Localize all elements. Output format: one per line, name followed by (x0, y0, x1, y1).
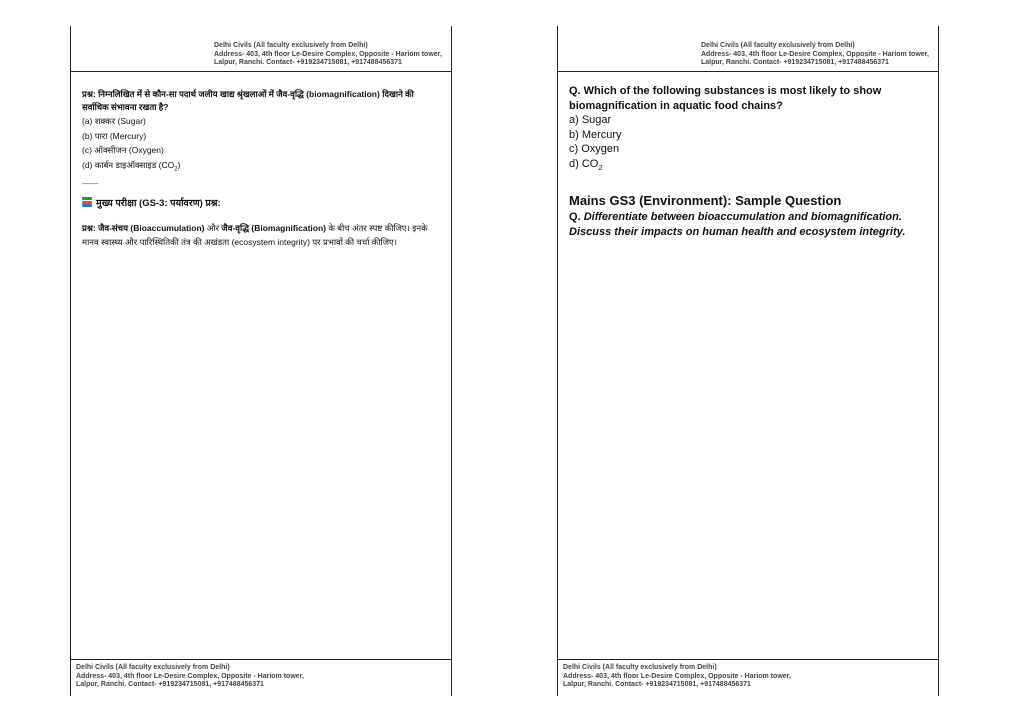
footer-line-2: Address- 403, 4th floor Le-Desire Complex, Opposite - Hariom tower, (76, 672, 304, 680)
mains-heading-english: Mains GS3 (Environment): Sample Question (569, 193, 842, 209)
option-d-subscript: 2 (174, 166, 178, 173)
footer-line-3: Lalpur, Ranchi. Contact- +919234715081, +917488456371 (76, 681, 264, 688)
option-c: c) Oxygen (569, 143, 620, 155)
separator: —— (82, 178, 98, 188)
header-line-2: Address- 403, 4th floor Le-Desire Complex, Opposite - Hariom tower, (214, 50, 442, 58)
option-d-subscript: 2 (598, 162, 603, 172)
footer-line-1: Delhi Civils (All faculty exclusively from Delhi) (563, 664, 717, 671)
right-page (557, 26, 939, 696)
question-text: निम्नलिखित में से कौन-सा पदार्थ जलीय खाद्य श्रृंखलाओं में जैव-वृद्धि (biomagnification) दिखाने की सर्वाधिक संभावना रखता है? (82, 89, 414, 112)
header-rule (70, 71, 452, 72)
prelims-question-hindi (82, 88, 438, 114)
books-icon (82, 197, 92, 207)
page-border-right (451, 26, 452, 696)
option-a: (a) शक्कर (Sugar) (82, 116, 146, 126)
mains-question-english (569, 210, 925, 240)
mains-term-bioaccumulation: जैव-संचय (Bioaccumulation) (98, 222, 205, 233)
footer-rule (70, 659, 452, 660)
mains-term-biomagnification: जैव-वृद्धि (Biomagnification) (221, 222, 326, 233)
header-line-3: Lalpur, Ranchi. Contact- +919234715081, +917488456371 (214, 59, 402, 66)
option-d (82, 158, 438, 177)
page-footer (76, 664, 376, 690)
footer-line-2: Address- 403, 4th floor Le-Desire Complex, Opposite - Hariom tower, (563, 672, 791, 680)
option-d-text: (d) कार्बन डाइऑक्साइड (CO (82, 159, 175, 170)
option-b: b) Mercury (569, 128, 622, 141)
option-d-close: ) (177, 159, 181, 170)
option-d-text: d) CO (569, 157, 599, 170)
question-label: प्रश्न: (82, 89, 96, 99)
footer-line-3: Lalpur, Ranchi. Contact- +919234715081, +917488456371 (563, 681, 751, 688)
mains-q-text: Differentiate between bioaccumulation and biomagnification. Discuss their impacts on human health and ecosystem integrity. (569, 211, 906, 239)
mains-text-rest: के बीच अंतर स्पष्ट कीजिए। इनके मानव स्वास्थ्य और पारिस्थितिकी तंत्र की अखंडता (ecosystem integrity) पर प्रभावों की चर्चा कीजिए। (82, 222, 428, 247)
page-border-right (938, 26, 939, 696)
option-c: (c) ऑक्सीजन (Oxygen) (82, 145, 164, 155)
header-rule (557, 71, 939, 72)
prelims-question-english: Q. Which of the following substances is most likely to show biomagnification in aquatic food chains? (569, 85, 882, 112)
header-line-3: Lalpur, Ranchi. Contact- +919234715081, +917488456371 (701, 59, 889, 66)
mains-heading-text: मुख्य परीक्षा (GS-3: पर्यावरण) प्रश्न: (96, 197, 221, 209)
right-content (569, 84, 925, 240)
header-line-1: Delhi Civils (All faculty exclusively from Delhi) (214, 42, 368, 49)
page-border-left (557, 26, 558, 696)
mains-heading-hindi (82, 196, 438, 209)
left-content (82, 88, 438, 249)
mains-question-hindi (82, 221, 438, 249)
option-a: a) Sugar (569, 114, 612, 126)
mains-label: प्रश्न: (82, 222, 96, 233)
mains-q-label: Q. (569, 211, 581, 224)
page-footer (563, 664, 863, 690)
footer-line-1: Delhi Civils (All faculty exclusively from Delhi) (76, 664, 230, 671)
page-header (214, 42, 450, 68)
page-header (701, 42, 937, 68)
left-page (70, 26, 452, 696)
footer-rule (557, 659, 939, 660)
header-line-2: Address- 403, 4th floor Le-Desire Complex, Opposite - Hariom tower, (701, 50, 929, 58)
mains-text-and: और (204, 222, 222, 233)
header-line-1: Delhi Civils (All faculty exclusively from Delhi) (701, 42, 855, 49)
page-border-left (70, 26, 71, 696)
option-b: (b) पारा (Mercury) (82, 130, 147, 141)
option-d (569, 157, 925, 176)
